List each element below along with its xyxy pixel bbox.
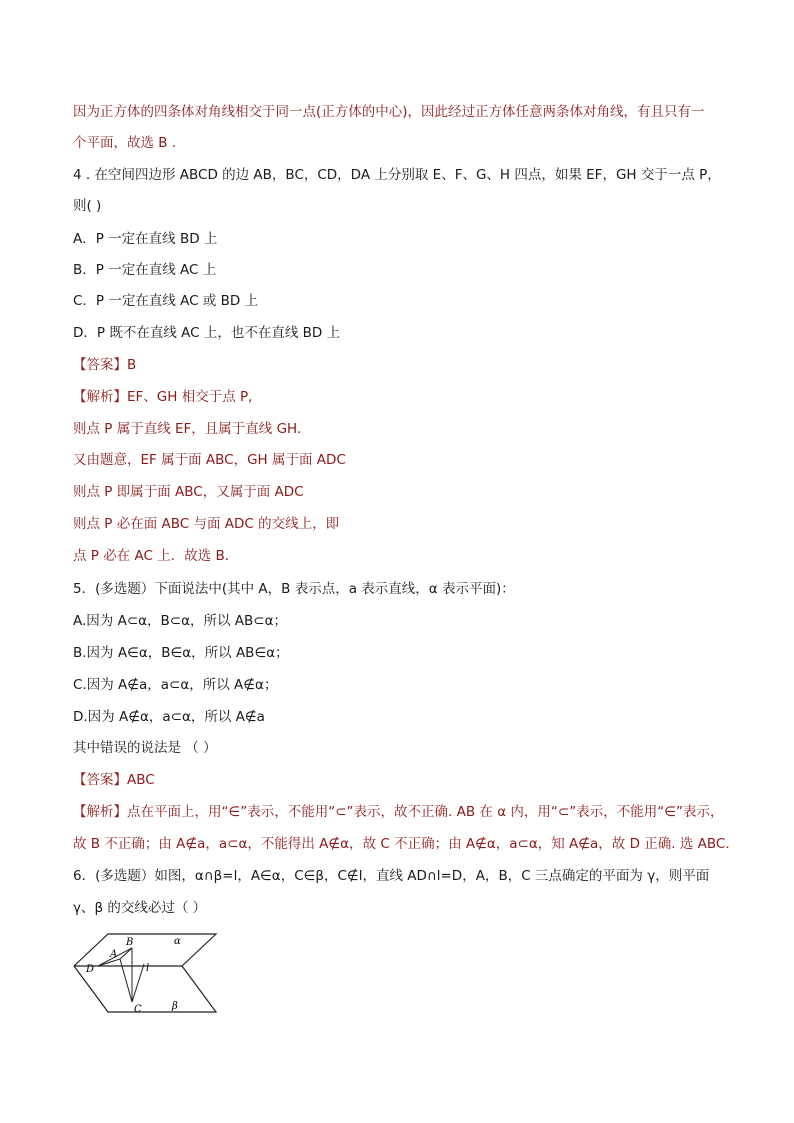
q5-option-c: C.因为 A∉a，a⊂α，所以 A∉α；: [73, 677, 278, 693]
q4-stem-line-1: 4 . 在空间四边形 ABCD 的边 AB，BC，CD，DA 上分别取 E、F、G、H 四点，如果 EF，GH 交于一点 P，: [73, 167, 721, 183]
q5-option-d: D.因为 A∉α，a⊂α，所以 A∉a: [73, 709, 265, 725]
q5-stem: 5．(多选题）下面说法中(其中 A，B 表示点，a 表示直线，α 表示平面)：: [73, 581, 515, 597]
q4-analysis-line-1: [73, 388, 733, 406]
label-b: B: [126, 937, 134, 948]
answer-tag: 【答案】: [73, 772, 127, 788]
q4-analysis-line-4: 则点 P 即属于面 ABC，又属于面 ADC: [73, 484, 304, 500]
label-l: l: [146, 963, 150, 974]
analysis-text: EF、GH 相交于点 P,: [127, 389, 253, 405]
label-c: C: [134, 1004, 142, 1015]
q5-option-b: B.因为 A∈α，B∈α，所以 AB∈α；: [73, 645, 289, 661]
q6-stem-line-2: γ、β 的交线必过（ ）: [73, 900, 207, 916]
segment-cl: [132, 964, 144, 1002]
q4-analysis-line-2: 则点 P 属于直线 EF，且属于直线 GH.: [73, 421, 302, 437]
analysis-tag: 【解析】: [73, 804, 127, 820]
q4-analysis-line-5: 则点 P 必在面 ABC 与面 ADC 的交线上，即: [73, 516, 340, 532]
plane-alpha-outline: [74, 934, 216, 966]
q4-option-c: C．P 一定在直线 AC 或 BD 上: [73, 293, 259, 309]
q4-option-d: D．P 既不在直线 AC 上，也不在直线 BD 上: [73, 325, 341, 341]
q4-analysis-line-6: 点 P 必在 AC 上．故选 B．: [73, 548, 239, 564]
label-beta: β: [172, 1001, 178, 1012]
q4-stem-line-2: 则( ): [73, 198, 102, 214]
analysis-tag: 【解析】: [73, 389, 127, 405]
analysis-text: 点在平面上，用“∈”表示，不能用“⊂”表示，故不正确. AB 在 α 内，用“⊂”表示，不能用“∈”表示，: [127, 804, 724, 820]
q4-option-b: B．P 一定在直线 AC 上: [73, 262, 217, 278]
q6-stem-line-1: 6．(多选题）如图，α∩β=l，A∈α，C∈β，C∉l，直线 AD∩l=D，A，B，C 三点确定的平面为 γ，则平面: [73, 868, 710, 884]
q5-analysis-line-2: 故 B 不正确；由 A∉a，a⊂α，不能得出 A∉α，故 C 不正确；由 A∉α，a⊂α，知 A∉a，故 D 正确. 选 ABC.: [73, 836, 730, 852]
plane-beta-outline: [74, 966, 216, 1012]
q4-option-a: A．P 一定在直线 BD 上: [73, 231, 218, 247]
answer-value: B: [127, 357, 137, 373]
answer-value: ABC: [127, 772, 155, 788]
intro-line-2: 个平面，故选 B .: [73, 135, 177, 151]
planes-figure: [70, 928, 220, 1020]
q5-question: 其中错误的说法是 （ ）: [73, 740, 217, 756]
label-a: A: [110, 949, 118, 960]
label-d: D: [86, 964, 95, 975]
answer-tag: 【答案】: [73, 357, 127, 373]
q5-analysis-line-1: [73, 803, 733, 821]
q5-option-a: A.因为 A⊂α，B⊂α，所以 AB⊂α；: [73, 613, 287, 629]
q5-answer: [73, 771, 733, 789]
intro-line-1: 因为正方体的四条体对角线相交于同一点(正方体的中心)，因此经过正方体任意两条体对角线，有且只有一: [73, 104, 705, 120]
label-alpha: α: [174, 936, 181, 947]
q4-answer: [73, 356, 733, 374]
q4-analysis-line-3: 又由题意，EF 属于面 ABC，GH 属于面 ADC: [73, 452, 346, 468]
